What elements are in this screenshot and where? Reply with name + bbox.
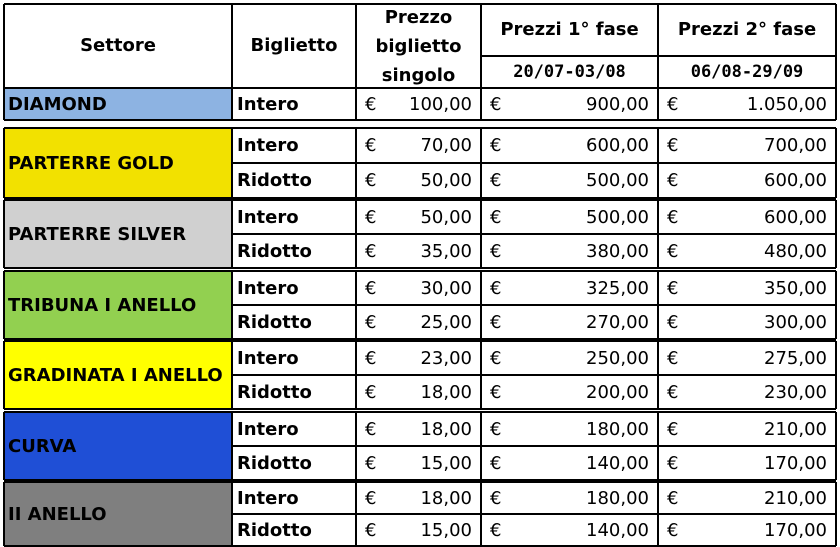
price-single: 23,00 bbox=[420, 347, 472, 369]
grid-line-v bbox=[657, 128, 659, 198]
price-phase2: 230,00 bbox=[764, 381, 827, 403]
sector-anello: II ANELLO bbox=[4, 482, 232, 546]
grid-line-v bbox=[231, 412, 233, 480]
euro-sign: € bbox=[490, 519, 502, 541]
sector-parterre-gold: PARTERRE GOLD bbox=[4, 128, 232, 198]
header-fase2-dates: 06/08-29/09 bbox=[690, 62, 804, 82]
grid-line-v bbox=[835, 482, 837, 546]
grid-line-v bbox=[355, 482, 357, 546]
price-phase1: 900,00 bbox=[586, 93, 649, 115]
grid-line-v bbox=[231, 88, 233, 120]
grid-line-v bbox=[835, 271, 837, 339]
grid-line-v bbox=[355, 4, 357, 88]
ticket-type: Ridotto bbox=[237, 381, 312, 403]
price-phase2: 300,00 bbox=[764, 311, 827, 333]
grid-line-h bbox=[4, 411, 836, 413]
sector-tribuna: TRIBUNA I ANELLO bbox=[4, 271, 232, 339]
euro-sign: € bbox=[490, 418, 502, 440]
grid-line-v bbox=[355, 128, 357, 198]
grid-line-h bbox=[232, 513, 836, 515]
header-prezzo-line: Prezzo bbox=[384, 6, 453, 28]
grid-line-v bbox=[480, 271, 482, 339]
ticket-type: Ridotto bbox=[237, 240, 312, 262]
header-settore: Settore bbox=[80, 35, 156, 56]
price-single: 18,00 bbox=[420, 381, 472, 403]
grid-line-h bbox=[4, 481, 836, 483]
grid-line-h bbox=[4, 408, 836, 410]
grid-line-v bbox=[231, 4, 233, 88]
grid-line-h bbox=[232, 162, 836, 164]
price-phase2: 275,00 bbox=[764, 347, 827, 369]
price-phase2: 170,00 bbox=[764, 519, 827, 541]
grid-line-h bbox=[232, 374, 836, 376]
grid-line-v bbox=[231, 128, 233, 198]
grid-line-v bbox=[3, 200, 5, 268]
grid-line-v bbox=[835, 88, 837, 120]
ticket-type: Intero bbox=[237, 487, 299, 509]
euro-sign: € bbox=[667, 170, 679, 191]
grid-line-v bbox=[835, 341, 837, 409]
euro-sign: € bbox=[365, 347, 377, 369]
price-single: 25,00 bbox=[420, 311, 472, 333]
euro-sign: € bbox=[490, 452, 502, 474]
grid-line-h bbox=[232, 304, 836, 306]
grid-line-v bbox=[3, 4, 5, 88]
euro-sign: € bbox=[365, 418, 377, 440]
grid-line-v bbox=[480, 200, 482, 268]
grid-line-v bbox=[657, 88, 659, 120]
grid-line-h bbox=[4, 270, 836, 272]
price-single: 18,00 bbox=[420, 487, 472, 509]
ticket-type: Intero bbox=[237, 418, 299, 440]
ticket-type: Intero bbox=[237, 206, 299, 228]
grid-line-v bbox=[355, 271, 357, 339]
grid-line-h bbox=[4, 267, 836, 269]
euro-sign: € bbox=[490, 487, 502, 509]
sector-diamond: DIAMOND bbox=[4, 88, 232, 120]
grid-line-v bbox=[480, 88, 482, 120]
header-prezzo-singolo bbox=[356, 4, 481, 88]
ticket-type: Ridotto bbox=[237, 452, 312, 474]
euro-sign: € bbox=[667, 206, 679, 228]
euro-sign: € bbox=[365, 240, 377, 262]
euro-sign: € bbox=[490, 206, 502, 228]
grid-line-v bbox=[657, 341, 659, 409]
price-phase1: 140,00 bbox=[586, 519, 649, 541]
grid-line-v bbox=[3, 128, 5, 198]
euro-sign: € bbox=[365, 206, 377, 228]
header-fase1-title: Prezzi 1° fase bbox=[500, 19, 639, 40]
price-phase2: 210,00 bbox=[764, 487, 827, 509]
price-phase1: 200,00 bbox=[586, 381, 649, 403]
ticket-type: Intero bbox=[237, 93, 299, 115]
grid-line-h bbox=[232, 445, 836, 447]
price-phase2: 1.050,00 bbox=[746, 93, 827, 115]
grid-line-h bbox=[4, 199, 836, 201]
grid-line-h bbox=[4, 87, 836, 89]
grid-line-v bbox=[355, 341, 357, 409]
euro-sign: € bbox=[490, 93, 502, 115]
grid-line-h bbox=[232, 233, 836, 235]
euro-sign: € bbox=[365, 487, 377, 509]
ticket-type: Intero bbox=[237, 347, 299, 369]
price-phase1: 270,00 bbox=[586, 311, 649, 333]
grid-line-v bbox=[3, 271, 5, 339]
grid-line-v bbox=[657, 200, 659, 268]
price-phase1: 180,00 bbox=[586, 487, 649, 509]
price-phase1: 140,00 bbox=[586, 452, 649, 474]
grid-line-v bbox=[480, 341, 482, 409]
header-biglietto: Biglietto bbox=[250, 35, 338, 56]
price-phase1: 180,00 bbox=[586, 418, 649, 440]
euro-sign: € bbox=[365, 93, 377, 115]
grid-line-v bbox=[657, 4, 659, 88]
grid-line-v bbox=[3, 341, 5, 409]
header-fase1-dates: 20/07-03/08 bbox=[513, 62, 626, 82]
grid-line-v bbox=[657, 482, 659, 546]
sector-gradinata: GRADINATA I ANELLO bbox=[4, 341, 232, 409]
price-single: 15,00 bbox=[420, 519, 472, 541]
grid-line-v bbox=[3, 482, 5, 546]
price-single: 100,00 bbox=[409, 93, 472, 115]
ticket-type: Ridotto bbox=[237, 170, 312, 191]
price-phase1: 500,00 bbox=[586, 206, 649, 228]
euro-sign: € bbox=[667, 93, 679, 115]
euro-sign: € bbox=[365, 381, 377, 403]
euro-sign: € bbox=[667, 311, 679, 333]
grid-line-h bbox=[4, 340, 836, 342]
grid-line-v bbox=[3, 88, 5, 120]
grid-line-v bbox=[355, 412, 357, 480]
grid-line-v bbox=[231, 341, 233, 409]
price-phase1: 500,00 bbox=[586, 170, 649, 191]
euro-sign: € bbox=[490, 170, 502, 191]
header-fase2-title: Prezzi 2° fase bbox=[677, 19, 817, 40]
ticket-type: Intero bbox=[237, 135, 299, 156]
price-phase2: 170,00 bbox=[764, 452, 827, 474]
grid-line-v bbox=[835, 128, 837, 198]
price-single: 70,00 bbox=[420, 135, 472, 156]
euro-sign: € bbox=[490, 240, 502, 262]
grid-line-h bbox=[4, 127, 836, 129]
grid-line-v bbox=[835, 412, 837, 480]
price-single: 50,00 bbox=[420, 170, 472, 191]
grid-line-h bbox=[4, 119, 836, 121]
euro-sign: € bbox=[365, 311, 377, 333]
euro-sign: € bbox=[490, 135, 502, 156]
price-phase2: 600,00 bbox=[764, 170, 827, 191]
grid-line-v bbox=[657, 271, 659, 339]
euro-sign: € bbox=[490, 311, 502, 333]
euro-sign: € bbox=[667, 487, 679, 509]
euro-sign: € bbox=[365, 277, 377, 299]
grid-line-v bbox=[835, 4, 837, 88]
grid-line-v bbox=[231, 271, 233, 339]
grid-line-v bbox=[355, 88, 357, 120]
header-prezzo-line: singolo bbox=[381, 64, 456, 86]
price-single: 15,00 bbox=[420, 452, 472, 474]
euro-sign: € bbox=[365, 452, 377, 474]
euro-sign: € bbox=[490, 381, 502, 403]
ticket-type: Ridotto bbox=[237, 311, 312, 333]
price-phase1: 600,00 bbox=[586, 135, 649, 156]
price-phase1: 250,00 bbox=[586, 347, 649, 369]
grid-line-v bbox=[355, 200, 357, 268]
price-phase2: 350,00 bbox=[764, 277, 827, 299]
ticket-type: Ridotto bbox=[237, 519, 312, 541]
euro-sign: € bbox=[667, 277, 679, 299]
grid-line-v bbox=[480, 412, 482, 480]
grid-line-v bbox=[480, 128, 482, 198]
euro-sign: € bbox=[667, 240, 679, 262]
sector-curva: CURVA bbox=[4, 412, 232, 480]
grid-line-v bbox=[657, 412, 659, 480]
price-single: 18,00 bbox=[420, 418, 472, 440]
grid-line-v bbox=[480, 482, 482, 546]
euro-sign: € bbox=[667, 418, 679, 440]
grid-line-v bbox=[231, 200, 233, 268]
euro-sign: € bbox=[667, 519, 679, 541]
euro-sign: € bbox=[667, 347, 679, 369]
euro-sign: € bbox=[667, 452, 679, 474]
euro-sign: € bbox=[667, 381, 679, 403]
grid-line-v bbox=[835, 200, 837, 268]
euro-sign: € bbox=[365, 170, 377, 191]
euro-sign: € bbox=[667, 135, 679, 156]
price-phase2: 210,00 bbox=[764, 418, 827, 440]
price-phase2: 600,00 bbox=[764, 206, 827, 228]
price-phase1: 380,00 bbox=[586, 240, 649, 262]
price-phase2: 480,00 bbox=[764, 240, 827, 262]
grid-line-h bbox=[4, 3, 836, 5]
price-single: 30,00 bbox=[420, 277, 472, 299]
grid-line-v bbox=[480, 4, 482, 88]
euro-sign: € bbox=[365, 135, 377, 156]
price-phase2: 700,00 bbox=[764, 135, 827, 156]
grid-line-v bbox=[231, 482, 233, 546]
euro-sign: € bbox=[490, 277, 502, 299]
price-single: 35,00 bbox=[420, 240, 472, 262]
euro-sign: € bbox=[365, 519, 377, 541]
price-phase1: 325,00 bbox=[586, 277, 649, 299]
euro-sign: € bbox=[490, 347, 502, 369]
price-single: 50,00 bbox=[420, 206, 472, 228]
ticket-type: Intero bbox=[237, 277, 299, 299]
grid-line-v bbox=[3, 412, 5, 480]
header-prezzo-line: biglietto bbox=[375, 35, 462, 57]
sector-parterre-silver: PARTERRE SILVER bbox=[4, 200, 232, 268]
